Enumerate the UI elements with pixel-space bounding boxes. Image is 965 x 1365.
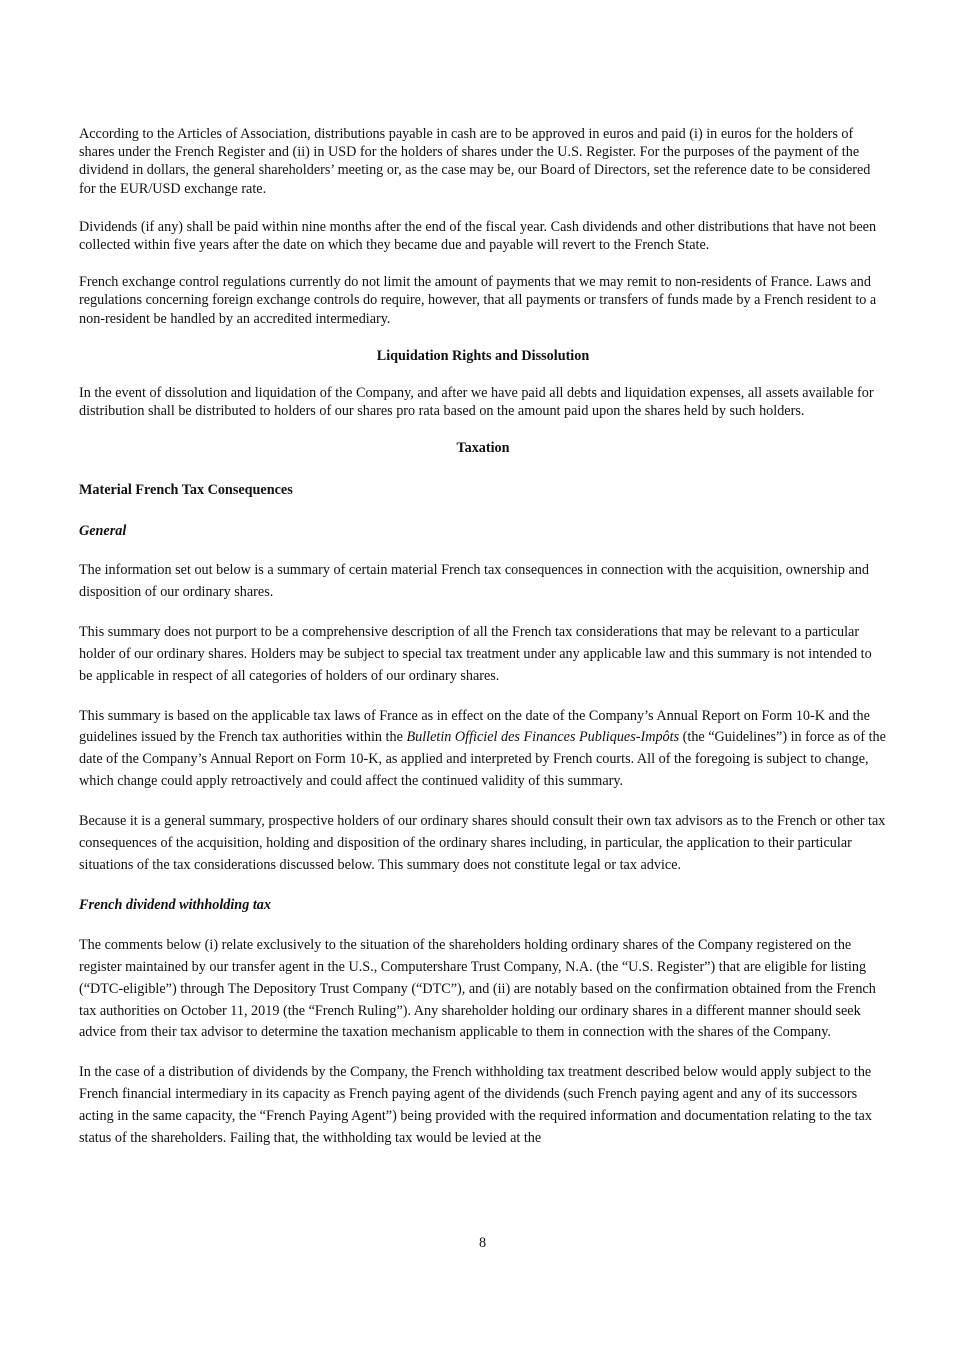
paragraph-summary-basis-part2: (the “Guidelines”) in force as of the date of the Company’s Annual Report on Form 10-K, as applied and interpreted by French courts. All of the foregoing is subject to change, which change could apply retroactively and could affect the continued validity of this summary. [79,729,886,790]
paragraph-dividend-payment: Dividends (if any) shall be paid within nine months after the end of the fiscal year. Cash dividends and other distributions that have not been collected within five years after the date on which they became due and payable will revert to the French State. [79,218,877,254]
paragraph-summary-intro: The information set out below is a summary of certain material French tax consequences in connection with the acquisition, ownership and disposition of our ordinary shares. [79,562,869,600]
heading-general: General [79,522,127,539]
heading-liquidation-rights: Liquidation Rights and Dissolution [376,347,590,364]
paragraph-exchange-control: French exchange control regulations currently do not limit the amount of payments that we may remit to non-residents of France. Laws and regulations concerning foreign exchange controls do require, however, that all payments or transfers of funds made by a French resident to a non-resident be handled by an accredited intermediary. [79,274,877,327]
bulletin-officiel-title: Bulletin Officiel des Finances Publiques-Impôts [406,729,680,746]
paragraph-general-summary-advice: Because it is a general summary, prospective holders of our ordinary shares should consult their own tax advisors as to the French or other tax consequences of the acquisition, holding and disposition of the ordinary shares including, in particular, the application to their particular situations of the tax considerations discussed below. This summary does not constitute legal or tax advice. [79,813,886,874]
paragraph-liquidation: In the event of dissolution and liquidation of the Company, and after we have paid all debts and liquidation expenses, all assets available for distribution shall be distributed to holders of our shares pro rata based on the amount paid upon the shares held by such holders. [79,385,874,420]
paragraph-summary-basis-part1: This summary is based on the applicable tax laws of France as in effect on the date of the Company’s Annual Report on Form 10-K and the guidelines issued by the French tax authorities within the [79,707,870,746]
paragraph-withholding-treatment: In the case of a distribution of dividends by the Company, the French withholding tax treatment described below would apply subject to the French financial intermediary in its capacity as French paying agent of the dividends (such French paying agent and any of its successors acting in the same capacity, the “French Paying Agent”) being provided with the required information and documentation relating to the tax status of the shareholders. Failing that, the withholding tax would be levied at the [79,1064,872,1147]
heading-taxation: Taxation [456,440,510,457]
paragraph-dividend-currency: According to the Articles of Association, distributions payable in cash are to be approved in euros and paid (i) in euros for the holders of shares under the French Register and (ii) in USD for the holders of shares under the U.S. Register. For the purposes of the payment of the dividend in dollars, the general shareholders’ meeting or, as the case may be, our Board of Directors, set the reference date to be considered for the EUR/USD exchange rate. [79,126,871,197]
paragraph-withholding-scope: The comments below (i) relate exclusively to the situation of the shareholders holding ordinary shares of the Company registered on the register maintained by our transfer agent in the U.S., Computershare Trust Company, N.A. (the “U.S. Register”) that are eligible for listing (“DTC-eligible”) through The Depository Trust Company (“DTC”), and (ii) are notably based on the confirmation obtained from the French tax authorities on October 11, 2019 (the “French Ruling”). Any shareholder holding our ordinary shares in a different manner should seek advice from their tax advisor to determine the taxation mechanism applicable to them in connection with the shares of the Company. [79,936,876,1041]
paragraph-summary-basis [79,706,887,794]
heading-french-dividend-withholding: French dividend withholding tax [79,896,271,913]
page-number: 8 [478,1235,487,1251]
heading-material-french-tax: Material French Tax Consequences [79,481,293,498]
paragraph-summary-scope: This summary does not purport to be a comprehensive description of all the French tax considerations that may be relevant to a particular holder of our ordinary shares. Holders may be subject to special tax treatment under any applicable law and this summary is not intended to be applicable in respect of all categories of holders of our ordinary shares. [79,623,872,684]
document-body [79,125,887,1150]
